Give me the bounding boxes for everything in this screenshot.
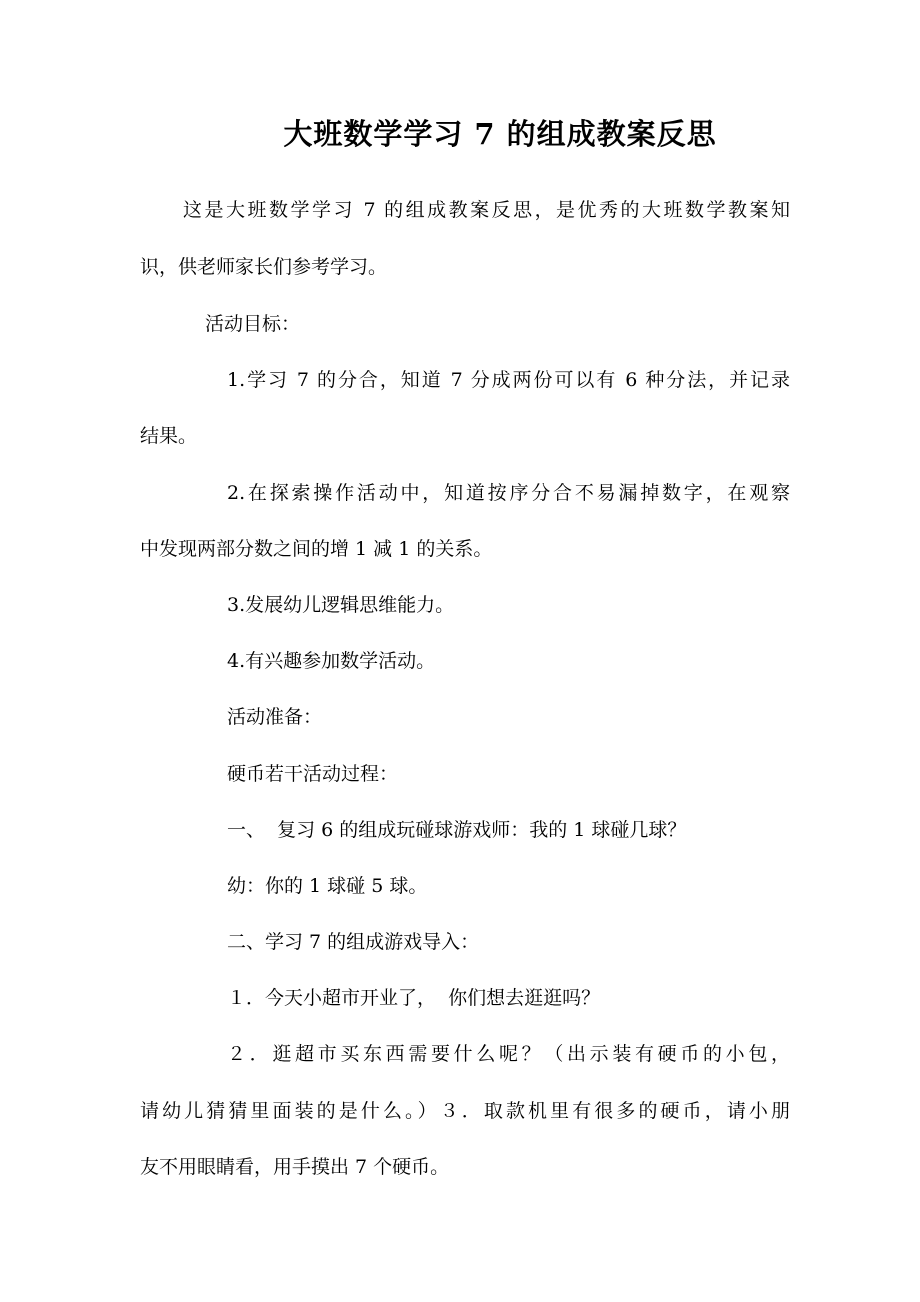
- section-heading: 活动准备：: [227, 706, 323, 728]
- paragraph-line: 中发现两部分数之间的增 1 减 1 的关系。: [140, 538, 493, 560]
- paragraph-line: 1.学习 7 的分合，知道 7 分成两份可以有 6 种分法，并记录: [227, 369, 790, 391]
- paragraph-line: 一、 复习 6 的组成玩碰球游戏师：我的 1 球碰几球？: [227, 819, 687, 841]
- paragraph-line: ２．逛超市买东西需要什么呢？（出示装有硬币的小包，: [227, 1043, 790, 1065]
- paragraph-line: 3.发展幼儿逻辑思维能力。: [227, 594, 455, 616]
- paragraph-line: 二、学习 7 的组成游戏导入：: [227, 931, 480, 953]
- paragraph-line: １．今天小超市开业了， 你们想去逛逛吗？: [227, 987, 601, 1009]
- paragraph-line: 友不用眼睛看，用手摸出 7 个硬币。: [140, 1156, 450, 1178]
- paragraph-line: 硬币若干活动过程：: [227, 763, 399, 785]
- paragraph-line: 这是大班数学学习 7 的组成教案反思，是优秀的大班数学教案知: [183, 199, 790, 221]
- paragraph-line: 请幼儿猜猜里面装的是什么。）３．取款机里有很多的硬币，请小朋: [140, 1100, 790, 1122]
- section-heading: 活动目标：: [205, 313, 301, 335]
- paragraph-line: 结果。: [140, 425, 198, 447]
- paragraph-line: 识，供老师家长们参考学习。: [140, 256, 388, 278]
- paragraph-line: 4.有兴趣参加数学活动。: [227, 650, 436, 672]
- paragraph-line: 幼：你的 1 球碰 5 球。: [227, 875, 428, 897]
- document-title: 大班数学学习 7 的组成教案反思: [283, 117, 717, 151]
- paragraph-line: 2.在探索操作活动中，知道按序分合不易漏掉数字，在观察: [227, 482, 790, 504]
